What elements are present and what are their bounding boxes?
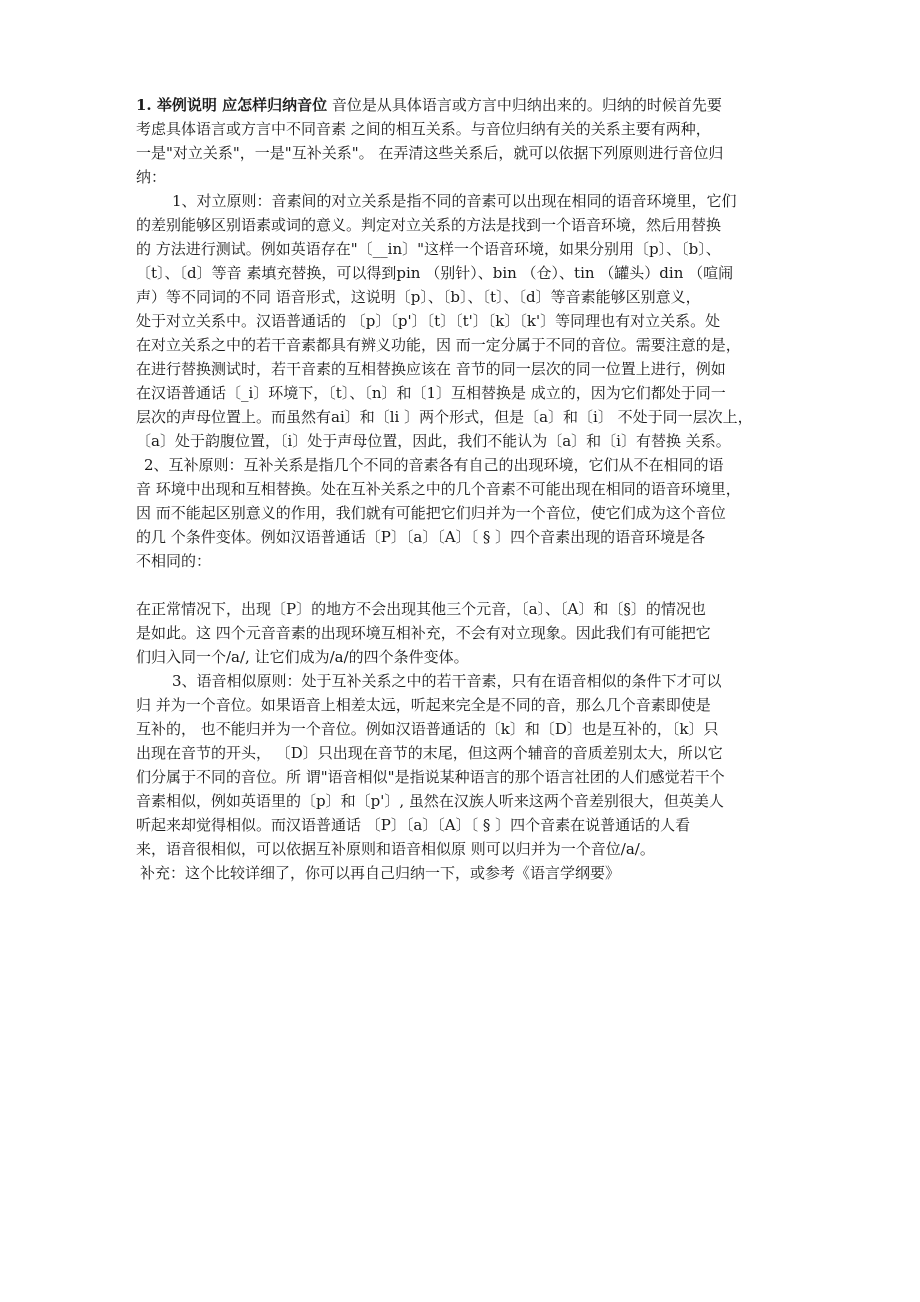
opposition-principle-line-11: 〔a〕处于韵腹位置，〔i〕处于声母位置，因此，我们不能认为〔a〕和〔i〕有替换 关系。 xyxy=(136,432,731,450)
opposition-principle-line-3: 的 方法进行测试。例如英语存在"〔__in〕"这样一个语音环境，如果分别用〔p〕、〔b〕、 xyxy=(136,240,721,258)
blank-line xyxy=(136,573,796,597)
opposition-principle-line-6: 处于对立关系中。汉语普通话的 〔p〕〔p'〕〔t〕〔t'〕〔k〕〔k'〕等同理也有对立关系。处 xyxy=(136,312,721,330)
similarity-principle-line-3: 互补的， 也不能归并为一个音位。例如汉语普通话的〔k〕和〔D〕也是互补的，〔k〕只 xyxy=(136,720,719,738)
similarity-principle-line-6: 音素相似，例如英语里的〔p〕和〔p'〕, 虽然在汉族人听来这两个音差别很大，但英美人 xyxy=(136,792,724,810)
similarity-principle-line-1: 3、语音相似原则：处于互补关系之中的若干音素，只有在语音相似的条件下才可以 xyxy=(172,672,722,690)
document-body xyxy=(136,93,796,885)
complementary-principle-line-4: 的几 个条件变体。例如汉语普通话〔P〕〔a〕〔A〕〔 § 〕四个音素出现的语音环境是各 xyxy=(136,528,706,546)
similarity-principle-line-5: 们分属于不同的音位。所 谓"语音相似"是指说某种语言的那个语言社团的人们感觉若干个 xyxy=(136,768,725,786)
similarity-principle-line-7: 听起来却觉得相似。而汉语普通话 〔P〕〔a〕〔A〕〔 § 〕四个音素在说普通话的人看 xyxy=(136,816,691,834)
paragraph-intro-line-4: 纳： xyxy=(136,168,167,186)
opposition-principle-line-4: 〔t〕、〔d〕等音 素填充替换，可以得到pin （别针）、bin （仓）、tin （罐头）din （喧闹 xyxy=(136,264,734,282)
complementary-principle-line-3: 因 而不能起区别意义的作用，我们就有可能把它们归并为一个音位，使它们成为这个音位 xyxy=(136,504,726,522)
opposition-principle-line-5: 声）等不同词的不同 语音形式，这说明〔p〕、〔b〕、〔t〕、〔d〕等音素能够区别意义， xyxy=(136,288,701,306)
supplement-note: 补充：这个比较详细了，你可以再自己归纳一下，或参考《语言学纲要》 xyxy=(140,864,621,882)
complementary-example-line-2: 是如此。这 四个元音音素的出现环境互相补充，不会有对立现象。因此我们有可能把它 xyxy=(136,624,711,642)
complementary-example-line-1: 在正常情况下，出现〔P〕的地方不会出现其他三个元音，〔a〕、〔A〕和〔§〕的情况也 xyxy=(136,600,706,618)
opposition-principle-line-8: 在进行替换测试时，若干音素的互相替换应该在 音节的同一层次的同一位置上进行，例如 xyxy=(136,360,726,378)
opposition-principle-line-1: 1、对立原则：音素间的对立关系是指不同的音素可以出现在相同的语音环境里，它们 xyxy=(172,192,737,210)
similarity-principle-line-4: 出现在音节的开头， 〔D〕只出现在音节的末尾，但这两个辅音的音质差别太大，所以它 xyxy=(136,744,723,762)
paragraph-intro-line-2: 考虑具体语言或方言中不同音素 之间的相互关系。与音位归纳有关的关系主要有两种， xyxy=(136,120,711,138)
similarity-principle-line-8: 来，语音很相似，可以依据互补原则和语音相似原 则可以归并为一个音位/a/。 xyxy=(136,840,655,858)
opposition-principle-line-10: 层次的声母位置上。而虽然有ai〕和〔li 〕两个形式，但是〔a〕和〔i〕 不处于同一层次上， xyxy=(136,408,753,426)
complementary-principle-line-1: 2、互补原则：互补关系是指几个不同的音素各有自己的出现环境，它们从不在相同的语 xyxy=(144,456,724,474)
paragraph-intro-line-1: 1. 举例说明 应怎样归纳音位 音位是从具体语言或方言中归纳出来的。归纳的时候首先要 xyxy=(136,96,722,114)
complementary-principle-line-5: 不相同的： xyxy=(136,552,212,570)
similarity-principle-line-2: 归 并为一个音位。如果语音上相差太远，听起来完全是不同的音，那么几个音素即使是 xyxy=(136,696,711,714)
question-heading: 1. 举例说明 应怎样归纳音位 xyxy=(136,96,328,114)
opposition-principle-line-9: 在汉语普通话〔_i〕环境下，〔t〕、〔n〕和〔1〕互相替换是 成立的，因为它们都处于同一 xyxy=(136,384,726,402)
paragraph-intro-line-3: 一是"对立关系"，一是"互补关系"。 在弄清这些关系后，就可以依据下列原则进行音位归 xyxy=(136,144,724,162)
opposition-principle-line-7: 在对立关系之中的若干音素都具有辨义功能，因 而一定分属于不同的音位。需要注意的是， xyxy=(136,336,741,354)
opposition-principle-line-2: 的差别能够区别语素或词的意义。判定对立关系的方法是找到一个语音环境，然后用替换 xyxy=(136,216,722,234)
complementary-example-line-3: 们归入同一个/a/, 让它们成为/a/的四个条件变体。 xyxy=(136,648,469,666)
complementary-principle-line-2: 音 环境中出现和互相替换。处在互补关系之中的几个音素不可能出现在相同的语音环境里， xyxy=(136,480,741,498)
